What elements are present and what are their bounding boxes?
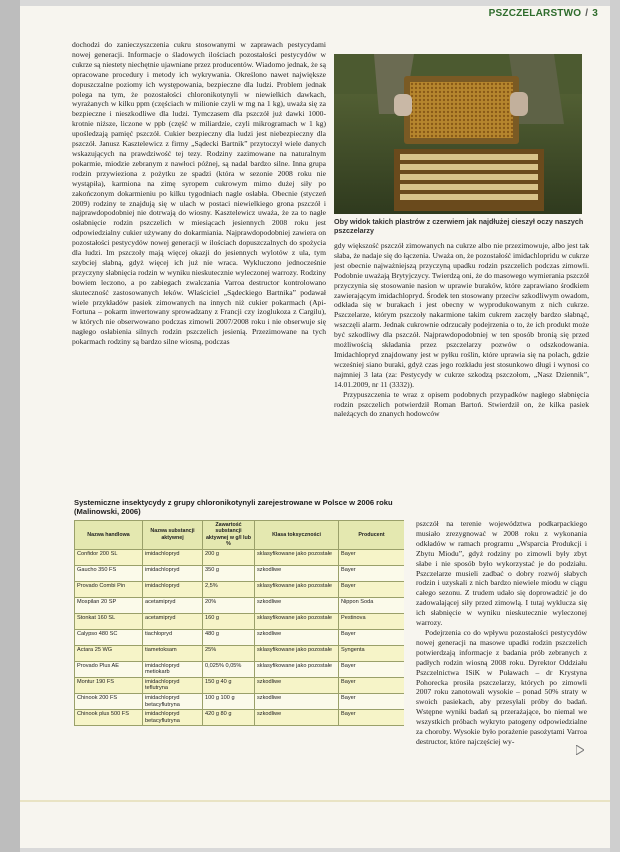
table-cell: Mospilan 20 SP bbox=[75, 597, 143, 613]
table-cell: imidachlopryd bbox=[143, 565, 203, 581]
column-header: Producent bbox=[339, 521, 405, 550]
table-cell: Confidor 200 SL bbox=[75, 549, 143, 565]
page-bottom-rule bbox=[20, 800, 610, 802]
table-cell: szkodliwe bbox=[255, 694, 339, 710]
table-cell: 20% bbox=[203, 597, 255, 613]
table-cell: imidachlopryd metiokarb bbox=[143, 661, 203, 677]
article-paragraph: gdy większość pszczół zimowanych na cukrze albo nie przezimowuje, albo jest tak słaba, że nadaje się do łączenia. Uważa on, że pozostałość imidachlopridu w cukrze jest obecnie najważniejszą przyczyną upadku rodzin pszczelich podczas zimowli. Podobnie uważają Brytyjczycy. Twierdzą oni, że do masowego wymierania pszczół przyczynia się stosowanie nasion w uprawie buraków, które zaprawiano środkiem zawierającym imidachlopryd. Środek ten stosowany przeciw szkodliwym owadom, odkłada się w burakach i jest obecny w wyprodukowanym z nich cukrze. Pszczelarze, którym pszczoły nakarmione takim cukrem zaczęły bardzo słabnąć, wszczęli alarm. Jednak cukrownie odrzucały podejrzenia o to, że ich produkt może być szkodliwy dla pszczół. Najprawdopodobniej w ten sposób bronią się przed możliwością składania przez pszczelarzy pozwów o odszkodowania. Imidachlopryd znajdowany jest w pyłku roślin, które uprawia się na polach, gdzie wcześniej siano buraki, gdyż czas jego rozkładu jest stosunkowo długi i wynosi co najmniej 3 lata (za: Pestycydy w cukrze szkodzą pszczołom, „Nasz Dziennik”, 14.01.2009, nr 11 (3332)). bbox=[334, 241, 589, 389]
article-paragraph: Przypuszczenia te wraz z opisem podobnych przypadków nagłego słabnięcia rodzin pszczelich potwierdził Roman Bartoń. Stwierdził on, że kilka pasiek należących do znanych hodowców bbox=[334, 389, 589, 419]
table-row bbox=[75, 661, 405, 677]
table-cell: 480 g bbox=[203, 629, 255, 645]
article-column-left bbox=[72, 40, 326, 520]
scan-right-edge bbox=[610, 0, 620, 852]
table-cell: 150 g 40 g bbox=[203, 677, 255, 693]
table-cell: Montur 190 FS bbox=[75, 677, 143, 693]
table-row bbox=[75, 565, 405, 581]
table-cell: Pestinova bbox=[339, 613, 405, 629]
table-cell: acetamipryd bbox=[143, 613, 203, 629]
table-cell: Chinook 200 FS bbox=[75, 694, 143, 710]
table-cell: imidachlopryd betacyflutryna bbox=[143, 710, 203, 726]
article-paragraph: dochodzi do zanieczyszczenia cukru stosowanymi w zaprawach pestycydami nowej generacji. Informacje o śladowych ilościach pozostałości pestycydów w cukrze są niestety niechętnie ujawniane przez producentów. Wiadomo jednak, że są opracowane procedury i metody ich wykrywania. Określono nawet największe dopuszczalne poziomy ich występowania, bezpieczne dla ludzi. Problem jednak polega na tym, że pozostałości chloronikotynyli w niewielkich dawkach, wyrażanych w kilku ppm (częściach w milionie czyli w mg na 1 kg), uważa się za bezpieczne i nieszkodliwe dla ludzi. Tymczasem dla pszczół już dawki 1000-krotnie niższe, liczone w ppb (część w miliardzie, czyli mikrogramach w 1 kg) upośledzają pamięć pszczół. Cukier bezpieczny dla ludzi jest niebezpieczny dla pszczół. Janusz Kasztelewicz z firmy „Sądecki Bartnik” przytoczył wiele danych wskazujących na prawdziwość tej tezy. Rodziny zazimowane na naturalnym pokarmie, miodzie zebranym z nawłoci późnej, są nadal bardzo silne. Inna grupa rodzin przywieziona z pożytku ze spadzi (która w sezonie 2008 roku nie wystąpiła), karmiona na zimę syropem cukrowym mimo dużej siły po zakończonym dokarmieniu po kilku tygodniach nagle osłabła. Obecnie (styczeń 2009) rodziny te znajdują się w ulach w postaci niewielkiego grona pszczół i najprawdopodobniej nie dotrwają do wiosny. Kasztelewicz uważa, że za to nagłe osłabnięcie rodzin pszczelich w miesiącach jesiennych 2008 roku jest odpowiedzialny cukier używany do dokarmiania. Najprawdopodobniej zawiera on pozostałości pestycydów nowej generacji w ilościach dopuszczalnych do spożycia dla ludzi. Im pszczoły mają więcej okazji do jesiennych wylotów z ula, tym szybciej słabną, gdyż więcej ich już nie wraca. Wykluczono jednocześnie przyczyny słabnięcia rodzin w wyniku nieskutecznie wyleczonej warrozy. Rodziny bowiem leczono, a po zabiegach zwalczania Varroa destructor kontrolowano skuteczność zastosowanych leków. Właściciel „Sądeckiego Bartnika” podawał wiele przykładów pasiek zimowanych na innych niż cukier pokarmach (Api-Fortuna – pokarm inwertowany sprowadzany z Francji czy izoglukoza z Cargilu), w których nie obserwowano podczas zimowli 2007/2008 roku i nie obserwuje się nagłego osłabienia silnych rodzin pszczelich jesienią. Przezimowane na tych pokarmach rodziny są bardzo silne wiosną, podczas bbox=[72, 40, 326, 347]
table-cell: imidachlopryd bbox=[143, 581, 203, 597]
table-cell: sklasyfikowane jako pozostałe bbox=[255, 661, 339, 677]
article-paragraph: Podejrzenia co do wpływu pozostałości pestycydów nowej generacji na masowe upadki rodzin pszczelich potwierdzają informacje z badania prób zebranych z padłych rodzin wiosną 2008 roku. Dyrektor Oddziału Pszczelnictwa ISiK w Puławach – dr Krystyna Pohorecka prosiła pszczelarzy, których po zimowli 2007 roku zanotowali wysokie – ponad 50% straty w swoich pasiekach, aby przesyłali próby do badań. Wstępne wyniki badań są przerażające, bo niemal we wszystkich próbach wykryto patogeny odpowiedzialne za choroby. Wysokie było porażenie pasożytami Varroa destructor, które najczęściej wy- bbox=[416, 627, 587, 746]
table-cell: sklasyfikowane jako pozostałe bbox=[255, 645, 339, 661]
table-cell: Syngenta bbox=[339, 645, 405, 661]
table-cell: szkodliwe bbox=[255, 710, 339, 726]
table-cell: imidachlopryd betacyflutryna bbox=[143, 694, 203, 710]
table-cell: tiametoksam bbox=[143, 645, 203, 661]
section-title: PSZCZELARSTWO bbox=[488, 8, 582, 19]
column-header: Zawartość substancji aktywnej w g/l lub % bbox=[203, 521, 255, 550]
table-cell: Bayer bbox=[339, 565, 405, 581]
table-row bbox=[75, 549, 405, 565]
photo-caption: Oby widok takich plastrów z czerwiem jak najdłużej cieszył oczy naszych pszczelarzy bbox=[334, 217, 584, 235]
table-cell: tiachlopryd bbox=[143, 629, 203, 645]
table-row bbox=[75, 597, 405, 613]
table-cell: Bayer bbox=[339, 581, 405, 597]
table-cell: Stonkat 160 SL bbox=[75, 613, 143, 629]
table-cell: Provado Plus AE bbox=[75, 661, 143, 677]
table-cell: imidachlopryd teflutryna bbox=[143, 677, 203, 693]
table-cell: szkodliwe bbox=[255, 629, 339, 645]
header-separator: / bbox=[585, 8, 589, 19]
column-header: Klasa toksyczności bbox=[255, 521, 339, 550]
table-cell: 200 g bbox=[203, 549, 255, 565]
table-cell: 2,5% bbox=[203, 581, 255, 597]
table-cell: Bayer bbox=[339, 677, 405, 693]
table-cell: 25% bbox=[203, 645, 255, 661]
table-cell: szkodliwe bbox=[255, 597, 339, 613]
table-row bbox=[75, 645, 405, 661]
insecticide-table-box bbox=[74, 498, 404, 760]
continue-arrow-icon bbox=[576, 742, 584, 752]
table-cell: imidachlopryd bbox=[143, 549, 203, 565]
table-cell: Actara 25 WG bbox=[75, 645, 143, 661]
page-header bbox=[489, 8, 598, 19]
table-cell: acetamipryd bbox=[143, 597, 203, 613]
table-cell: Bayer bbox=[339, 710, 405, 726]
column-header: Nazwa handlowa bbox=[75, 521, 143, 550]
table-cell: 100 g 100 g bbox=[203, 694, 255, 710]
table-cell: Bayer bbox=[339, 694, 405, 710]
table-cell: Chinook plus 500 FS bbox=[75, 710, 143, 726]
table-row bbox=[75, 710, 405, 726]
table-cell: Calypso 480 SC bbox=[75, 629, 143, 645]
table-row bbox=[75, 581, 405, 597]
table-cell: sklasyfikowane jako pozostałe bbox=[255, 613, 339, 629]
table-cell: Nippon Soda bbox=[339, 597, 405, 613]
table-cell: sklasyfikowane jako pozostałe bbox=[255, 581, 339, 597]
article-column-right-bottom bbox=[416, 519, 587, 751]
scan-left-edge bbox=[0, 0, 20, 852]
photo-illustration bbox=[334, 54, 582, 214]
honeycomb-photo bbox=[334, 54, 582, 214]
page-number: 3 bbox=[592, 8, 598, 19]
article-column-right-top bbox=[334, 241, 589, 419]
table-cell: Provado Combi Pin bbox=[75, 581, 143, 597]
insecticide-table bbox=[74, 520, 404, 726]
table-header-row bbox=[75, 521, 405, 550]
table-title: Systemiczne insektycydy z grupy chloronikotynyli zarejestrowane w Polsce w 2006 roku (Malinowski, 2006) bbox=[74, 498, 393, 516]
table-row bbox=[75, 613, 405, 629]
table-row bbox=[75, 629, 405, 645]
table-cell: Bayer bbox=[339, 661, 405, 677]
table-cell: 350 g bbox=[203, 565, 255, 581]
table-cell: Gaucho 350 FS bbox=[75, 565, 143, 581]
table-cell: 0,025% 0,05% bbox=[203, 661, 255, 677]
table-row bbox=[75, 694, 405, 710]
table-cell: Bayer bbox=[339, 629, 405, 645]
table-cell: szkodliwe bbox=[255, 565, 339, 581]
article-paragraph: pszczół na terenie województwa podkarpackiego musiało zrezygnować w 2008 roku z wykonania odkładów w ramach programu „Wsparcia Produkcji i Zbytu Miodu”, gdyż rodziny po zimowli były zbyt słabe i nie sposób było wykorzystać je do podziału. Pszczelarze musieli zadbać o dobry rozwój słabych rodzin i uzyskali z nich bardzo niewiele miodu w ciągu całego sezonu. Z trudem udało się doprowadzić je do zadowalającej siły przed zimowlą. I tutaj wyklucza się ich słabnięcie w wyniku nieskutecznie wyleczonej warrozy. bbox=[416, 519, 587, 628]
table-cell: 420 g 80 g bbox=[203, 710, 255, 726]
table-row bbox=[75, 677, 405, 693]
table-cell: 160 g bbox=[203, 613, 255, 629]
column-header: Nazwa substancji aktywnej bbox=[143, 521, 203, 550]
table-cell: sklasyfikowane jako pozostałe bbox=[255, 549, 339, 565]
table-cell: szkodliwe bbox=[255, 677, 339, 693]
table-cell: Bayer bbox=[339, 549, 405, 565]
